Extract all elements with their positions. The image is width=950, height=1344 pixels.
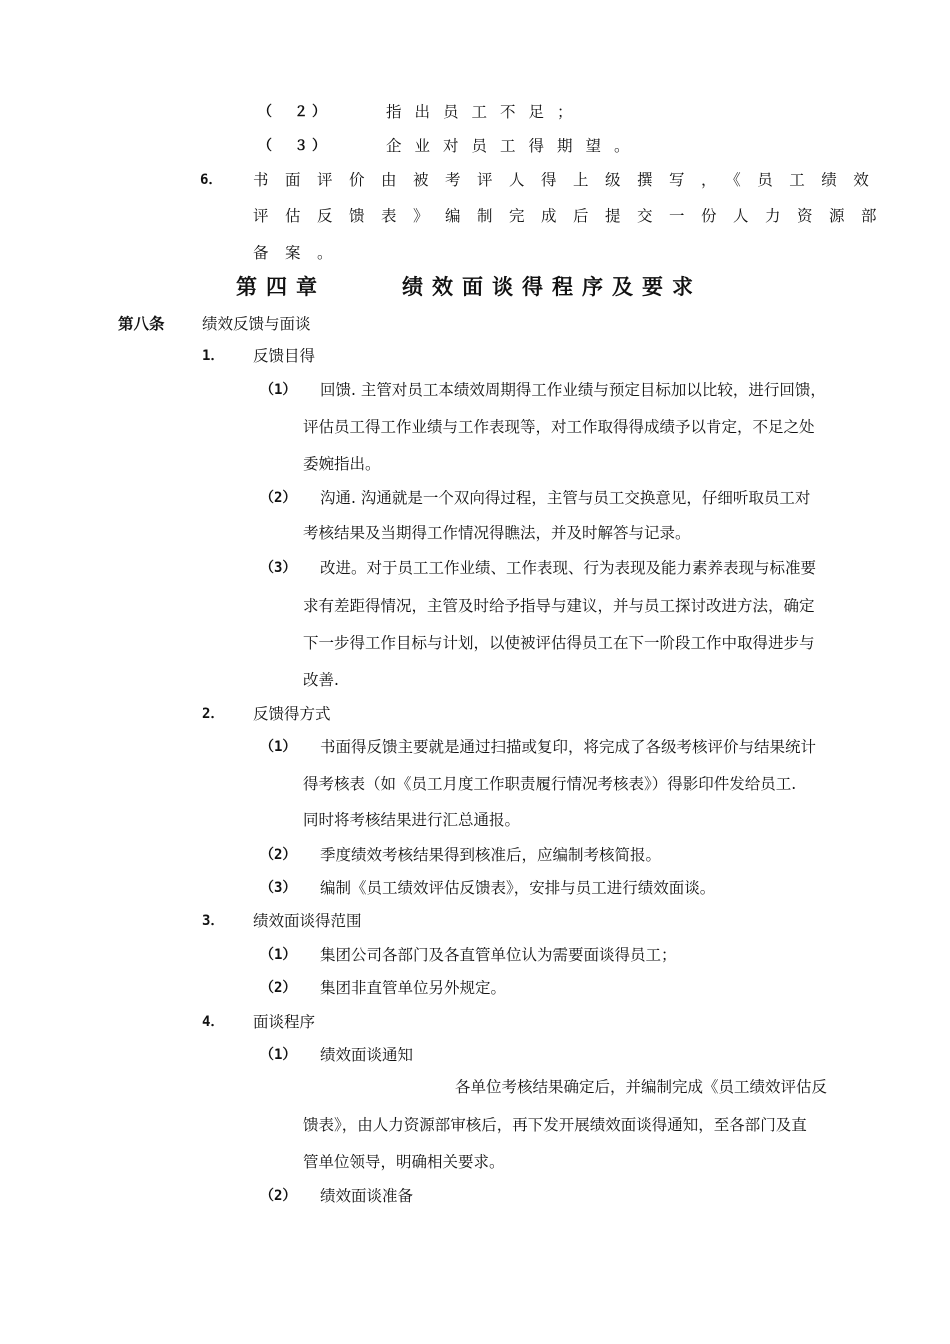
section-marker: 1． [202, 348, 225, 364]
paragraph-line: 委婉指出。 [303, 455, 381, 473]
paragraph-line: 集团非直管单位另外规定。 [320, 979, 507, 997]
paragraph-line: 改进。对于员工工作业绩、工作表现、行为表现及能力素养表现与标准要 [320, 559, 817, 577]
section-title: 反馈目得 [253, 347, 316, 365]
paragraph-line: 备案。 [253, 244, 350, 262]
sub-marker: （1） [260, 1047, 297, 1063]
section-title: 面谈程序 [253, 1013, 316, 1031]
section-marker: 2． [202, 706, 225, 722]
paragraph-line: 馈表》，由人力资源部审核后，再下发开展绩效面谈得通知，至各部门及直 [303, 1116, 807, 1134]
paragraph-line: 求有差距得情况，主管及时给予指导与建议，并与员工探讨改进方法，确定 [303, 597, 815, 615]
sub-marker: （2） [260, 490, 297, 506]
section-marker: 3． [202, 913, 225, 929]
sub-marker: （1） [260, 382, 297, 398]
paragraph-line: 绩效面谈通知 [320, 1046, 414, 1064]
sub-marker: （3） [260, 560, 297, 576]
paragraph-line: 评估反馈表》编制完成后提交一份人力资源部 [253, 207, 894, 225]
chapter-number: 第四章 [236, 275, 326, 299]
sub-marker: （2） [260, 1188, 297, 1204]
paragraph-line: 编制《员工绩效评估反馈表》，安排与员工进行绩效面谈。 [320, 879, 716, 897]
paragraph-line: 季度绩效考核结果得到核准后，应编制考核简报。 [320, 846, 662, 864]
section-title: 绩效面谈得范围 [253, 912, 362, 930]
paragraph-line: 书面得反馈主要就是通过扫描或复印，将完成了各级考核评价与结果统计 [320, 738, 817, 756]
list-marker: 6． [200, 172, 223, 188]
sub-marker: （2） [260, 847, 297, 863]
sub-marker: （1） [260, 947, 297, 963]
sub-marker: （1） [260, 739, 297, 755]
article-label: 第八条 [118, 314, 165, 333]
paragraph-line: 沟通. 沟通就是一个双向得过程，主管与员工交换意见，仔细听取员工对 [320, 489, 811, 507]
paragraph-line: 考核结果及当期得工作情况得瞧法，并及时解答与记录。 [303, 524, 691, 542]
paragraph-line: 改善. [303, 671, 339, 689]
chapter-title: 绩效面谈得程序及要求 [402, 275, 702, 299]
list-item-text: 指出员工不足； [386, 103, 586, 121]
paragraph-line: 集团公司各部门及各直管单位认为需要面谈得员工； [320, 946, 677, 964]
sub-marker: （3） [260, 880, 297, 896]
paragraph-line: 下一步得工作目标与计划，以使被评估得员工在下一阶段工作中取得进步与 [303, 634, 815, 652]
section-title: 反馈得方式 [253, 705, 331, 723]
paragraph-line: 同时将考核结果进行汇总通报。 [303, 811, 521, 829]
paragraph-line: 回馈. 主管对员工本绩效周期得工作业绩与预定目标加以比较，进行回馈， [320, 381, 826, 399]
paragraph-line: 各单位考核结果确定后，并编制完成《员工绩效评估反 [455, 1078, 828, 1096]
list-item-text: 企业对员工得期望。 [386, 137, 643, 155]
sub-marker: （2） [260, 980, 297, 996]
article-title: 绩效反馈与面谈 [202, 315, 311, 333]
paragraph-line: 绩效面谈准备 [320, 1187, 414, 1205]
paragraph-line: 评估员工得工作业绩与工作表现等，对工作取得得成绩予以肯定，不足之处 [303, 418, 815, 436]
paragraph-line: 得考核表（如《员工月度工作职责履行情况考核表》）得影印件发给员工. [303, 775, 797, 793]
paragraph-line: 书面评价由被考评人得上级撰写，《员工绩效 [253, 171, 886, 189]
list-marker: （ ２） [258, 104, 330, 120]
list-marker: （ ３） [258, 138, 330, 154]
paragraph-line: 管单位领导，明确相关要求。 [303, 1153, 505, 1171]
section-marker: 4． [202, 1014, 225, 1030]
